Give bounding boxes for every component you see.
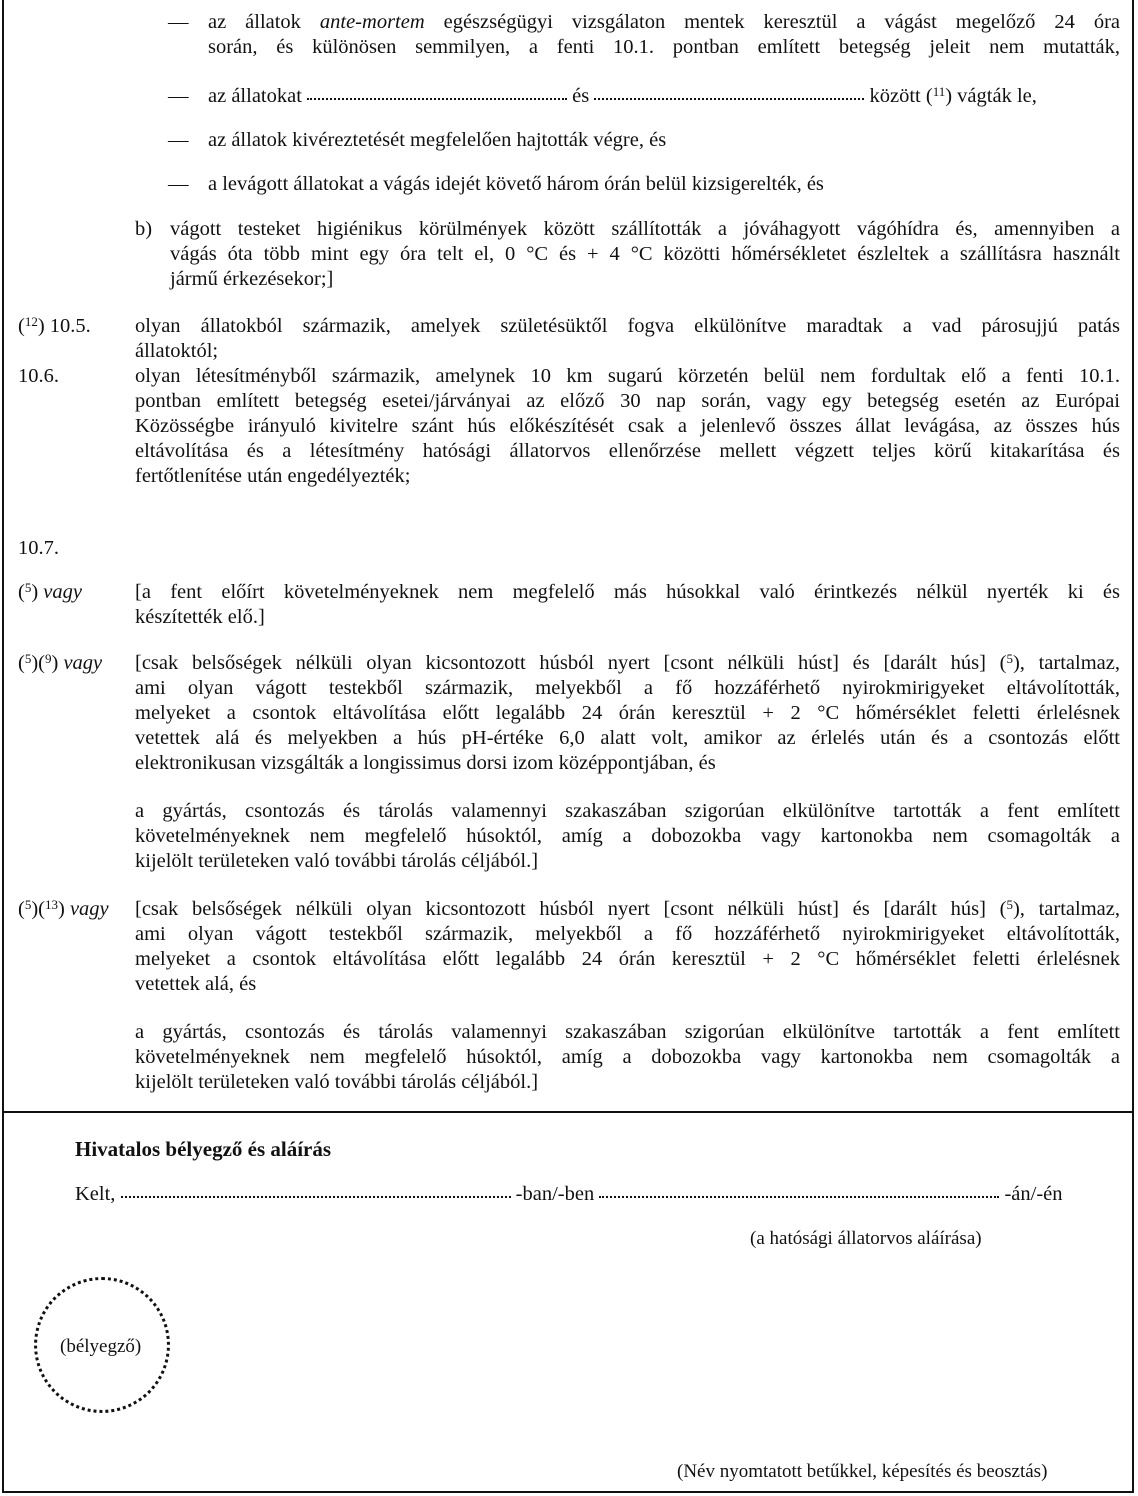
section-10-7-label: 10.7. bbox=[18, 537, 59, 559]
footnote-ref: 5 bbox=[1006, 651, 1013, 666]
dash-item-2-text-d: ) vágták le, bbox=[945, 85, 1037, 107]
section-divider bbox=[2, 1111, 1134, 1113]
signature-heading: Hivatalos bélyegző és aláírás bbox=[75, 1137, 332, 1161]
option-3-para-2-line-3: kijelölt területeken való további tárolás céljából.] bbox=[135, 1071, 539, 1093]
dash-item-2-text-c: között ( bbox=[869, 85, 933, 107]
footnote-ref: 5 bbox=[24, 651, 32, 666]
option-2-para-1-line-2: ami olyan vágott testekből származik, melyekből a fő hozzáférhető nyirokmirigyeket eltávolították, bbox=[135, 677, 1120, 699]
section-number: 10.5. bbox=[49, 315, 91, 337]
option-3-para-2-line-2: követelményeknek nem megfelelő húsoktól, amíg a dobozokba vagy kartonokba nem csomagolták a bbox=[135, 1046, 1120, 1068]
item-b-line-1: vágott testeket higiénikus körülmények között szállították a jóváhagyott vágóhídra és, amennyiben a bbox=[170, 218, 1120, 240]
option-3-para-1-line-3: melyeket a csontok eltávolítása előtt legalább 24 órán keresztül + 2 °C hőmérséklet feletti érlelésnek bbox=[135, 948, 1120, 970]
place-fill-in-dots bbox=[121, 1184, 511, 1198]
option-3-para-2-line-1: a gyártás, csontozás és tárolás valamennyi szakaszában szigorúan elkülönítve tartották a fent említett bbox=[135, 1021, 1120, 1043]
item-b-line-2: vágás óta több mint egy óra telt el, 0 °C és + 4 °C közötti hőmérsékletet észleltek a szállításra használt bbox=[170, 243, 1120, 265]
option-3-para-1-line-4: vetettek alá, és bbox=[135, 973, 257, 995]
dash-item-2-text-b: és bbox=[572, 85, 590, 107]
ban-ben-suffix: -ban/-ben bbox=[515, 1183, 595, 1205]
option-word: vagy bbox=[63, 652, 103, 674]
dash-item-1-line-2: során, és különösen semmilyen, a fenti 10.1. pontban említett betegség jeleit nem mutatták, bbox=[208, 36, 1120, 58]
section-10-5-line-1: olyan állatokból származik, amelyek születésüktől fogva elkülönítve maradtak a vad párosujjú patás bbox=[135, 315, 1120, 337]
option-2-para-1-line-3: melyeket a csontok eltávolítása előtt legalább 24 órán keresztül + 2 °C hőmérséklet feletti érlelésnek bbox=[135, 702, 1120, 724]
fill-in-dots bbox=[307, 86, 567, 100]
option-word: vagy bbox=[69, 898, 109, 920]
option-3-para-1-line-2: ami olyan vágott testekből származik, melyekből a fő hozzáférhető nyirokmirigyeket eltávolították, bbox=[135, 923, 1120, 945]
dash-item-2-text-a: az állatokat bbox=[208, 85, 302, 107]
footnote-ref: 9 bbox=[44, 651, 52, 666]
date-place-line bbox=[75, 1182, 1120, 1207]
kelt-label: Kelt, bbox=[75, 1183, 116, 1205]
dash-item-3: az állatok kivéreztetését megfelelően hajtották végre, és bbox=[208, 129, 667, 151]
list-dash: — bbox=[168, 129, 189, 151]
section-10-6-line-2: pontban említett betegség esetei/járványai az előző 30 nap során, vagy egy betegség esetén az Európai bbox=[135, 390, 1120, 412]
footnote-ref: 5 bbox=[24, 897, 32, 912]
option-2-para-1-line-5: elektronikusan vizsgálták a longissimus dorsi izom középpontjában, és bbox=[135, 752, 716, 774]
option-2-para-2-line-3: kijelölt területeken való további tárolás céljából.] bbox=[135, 850, 539, 872]
option-2-para-1-line-1: [csak belsőségek nélküli olyan kicsontozott húsból nyert [csont nélküli húst] és [darált hús] ($^5$), tartalmaz, bbox=[135, 651, 1120, 674]
option-1-line-1: [a fent előírt követelményeknek nem megfelelő más húsokkal való érintkezés nélkül nyerték ki és bbox=[135, 581, 1120, 603]
list-dash: — bbox=[168, 11, 189, 33]
section-10-5-label: ($^{12}$) 10.5. bbox=[18, 314, 91, 337]
item-b-line-3: jármű érkezésekor;] bbox=[170, 268, 334, 290]
section-10-6-line-1: olyan létesítményből származik, amelynek 10 km sugarú körzetén belül nem fordultak elő a fenti 10.1. bbox=[135, 365, 1120, 387]
section-10-6-line-3: Közösségbe irányuló kivitelre szánt hús előkészítését csak a jelenlevő összes állat levágása, az összes hús bbox=[135, 415, 1120, 437]
option-1-line-2: készítették elő.] bbox=[135, 606, 265, 628]
option-1-label: ($^5$) vagy bbox=[18, 580, 82, 603]
date-fill-in-dots bbox=[599, 1184, 999, 1198]
fill-in-dots bbox=[594, 86, 864, 100]
dash-item-4: a levágott állatokat a vágás idejét követő három órán belül kizsigerelték, és bbox=[208, 173, 824, 195]
footnote-ref: 5 bbox=[1006, 897, 1013, 912]
option-3-label: ($^5$)($^{13}$) vagy bbox=[18, 897, 109, 920]
an-en-suffix: -án/-én bbox=[1004, 1183, 1063, 1205]
footnote-ref: 11 bbox=[932, 84, 946, 99]
option-2-para-1-line-4: vetettek alá és melyekben a hús pH-értéke 6,0 alatt volt, amikor az érlelés után és a csontozás előtt bbox=[135, 727, 1120, 749]
footnote-ref: 13 bbox=[44, 897, 58, 912]
section-10-6-line-5: fertőtlenítése után engedélyezték; bbox=[135, 465, 411, 487]
list-dash: — bbox=[168, 85, 189, 107]
dash-item-2 bbox=[208, 84, 1120, 109]
list-dash: — bbox=[168, 173, 189, 195]
section-10-6-label: 10.6. bbox=[18, 365, 59, 387]
footnote-ref: 12 bbox=[24, 314, 38, 329]
dash-item-1-line-1: az állatok ante-mortem egészségügyi vizsgálaton mentek keresztül a vágást megelőző 24 óra bbox=[208, 11, 1121, 33]
section-10-5-line-2: állatoktól; bbox=[135, 340, 219, 362]
option-3-para-1-line-1: [csak belsőségek nélküli olyan kicsontozott húsból nyert [csont nélküli húst] és [darált hús] ($^5$), tartalmaz, bbox=[135, 897, 1120, 920]
footnote-ref: 5 bbox=[24, 580, 32, 595]
name-caption: (Név nyomtatott betűkkel, képesítés és beosztás) bbox=[677, 1461, 1048, 1482]
option-word: vagy bbox=[43, 581, 82, 603]
option-2-para-2-line-2: követelményeknek nem megfelelő húsoktól, amíg a dobozokba vagy kartonokba nem csomagolták a bbox=[135, 825, 1120, 847]
item-b-label: b) bbox=[135, 218, 153, 240]
option-2-label: ($^5$)($^9$) vagy bbox=[18, 651, 103, 674]
option-2-para-2-line-1: a gyártás, csontozás és tárolás valamennyi szakaszában szigorúan elkülönítve tartották a fent említett bbox=[135, 800, 1120, 822]
vet-signature-caption: (a hatósági állatorvos aláírása) bbox=[750, 1228, 982, 1249]
stamp-caption: (bélyegző) bbox=[60, 1336, 142, 1357]
section-10-6-line-4: eltávolítása és a létesítmény hatósági állatorvos ellenőrzése mellett végzett teljes körű kitakarítása és bbox=[135, 440, 1120, 462]
